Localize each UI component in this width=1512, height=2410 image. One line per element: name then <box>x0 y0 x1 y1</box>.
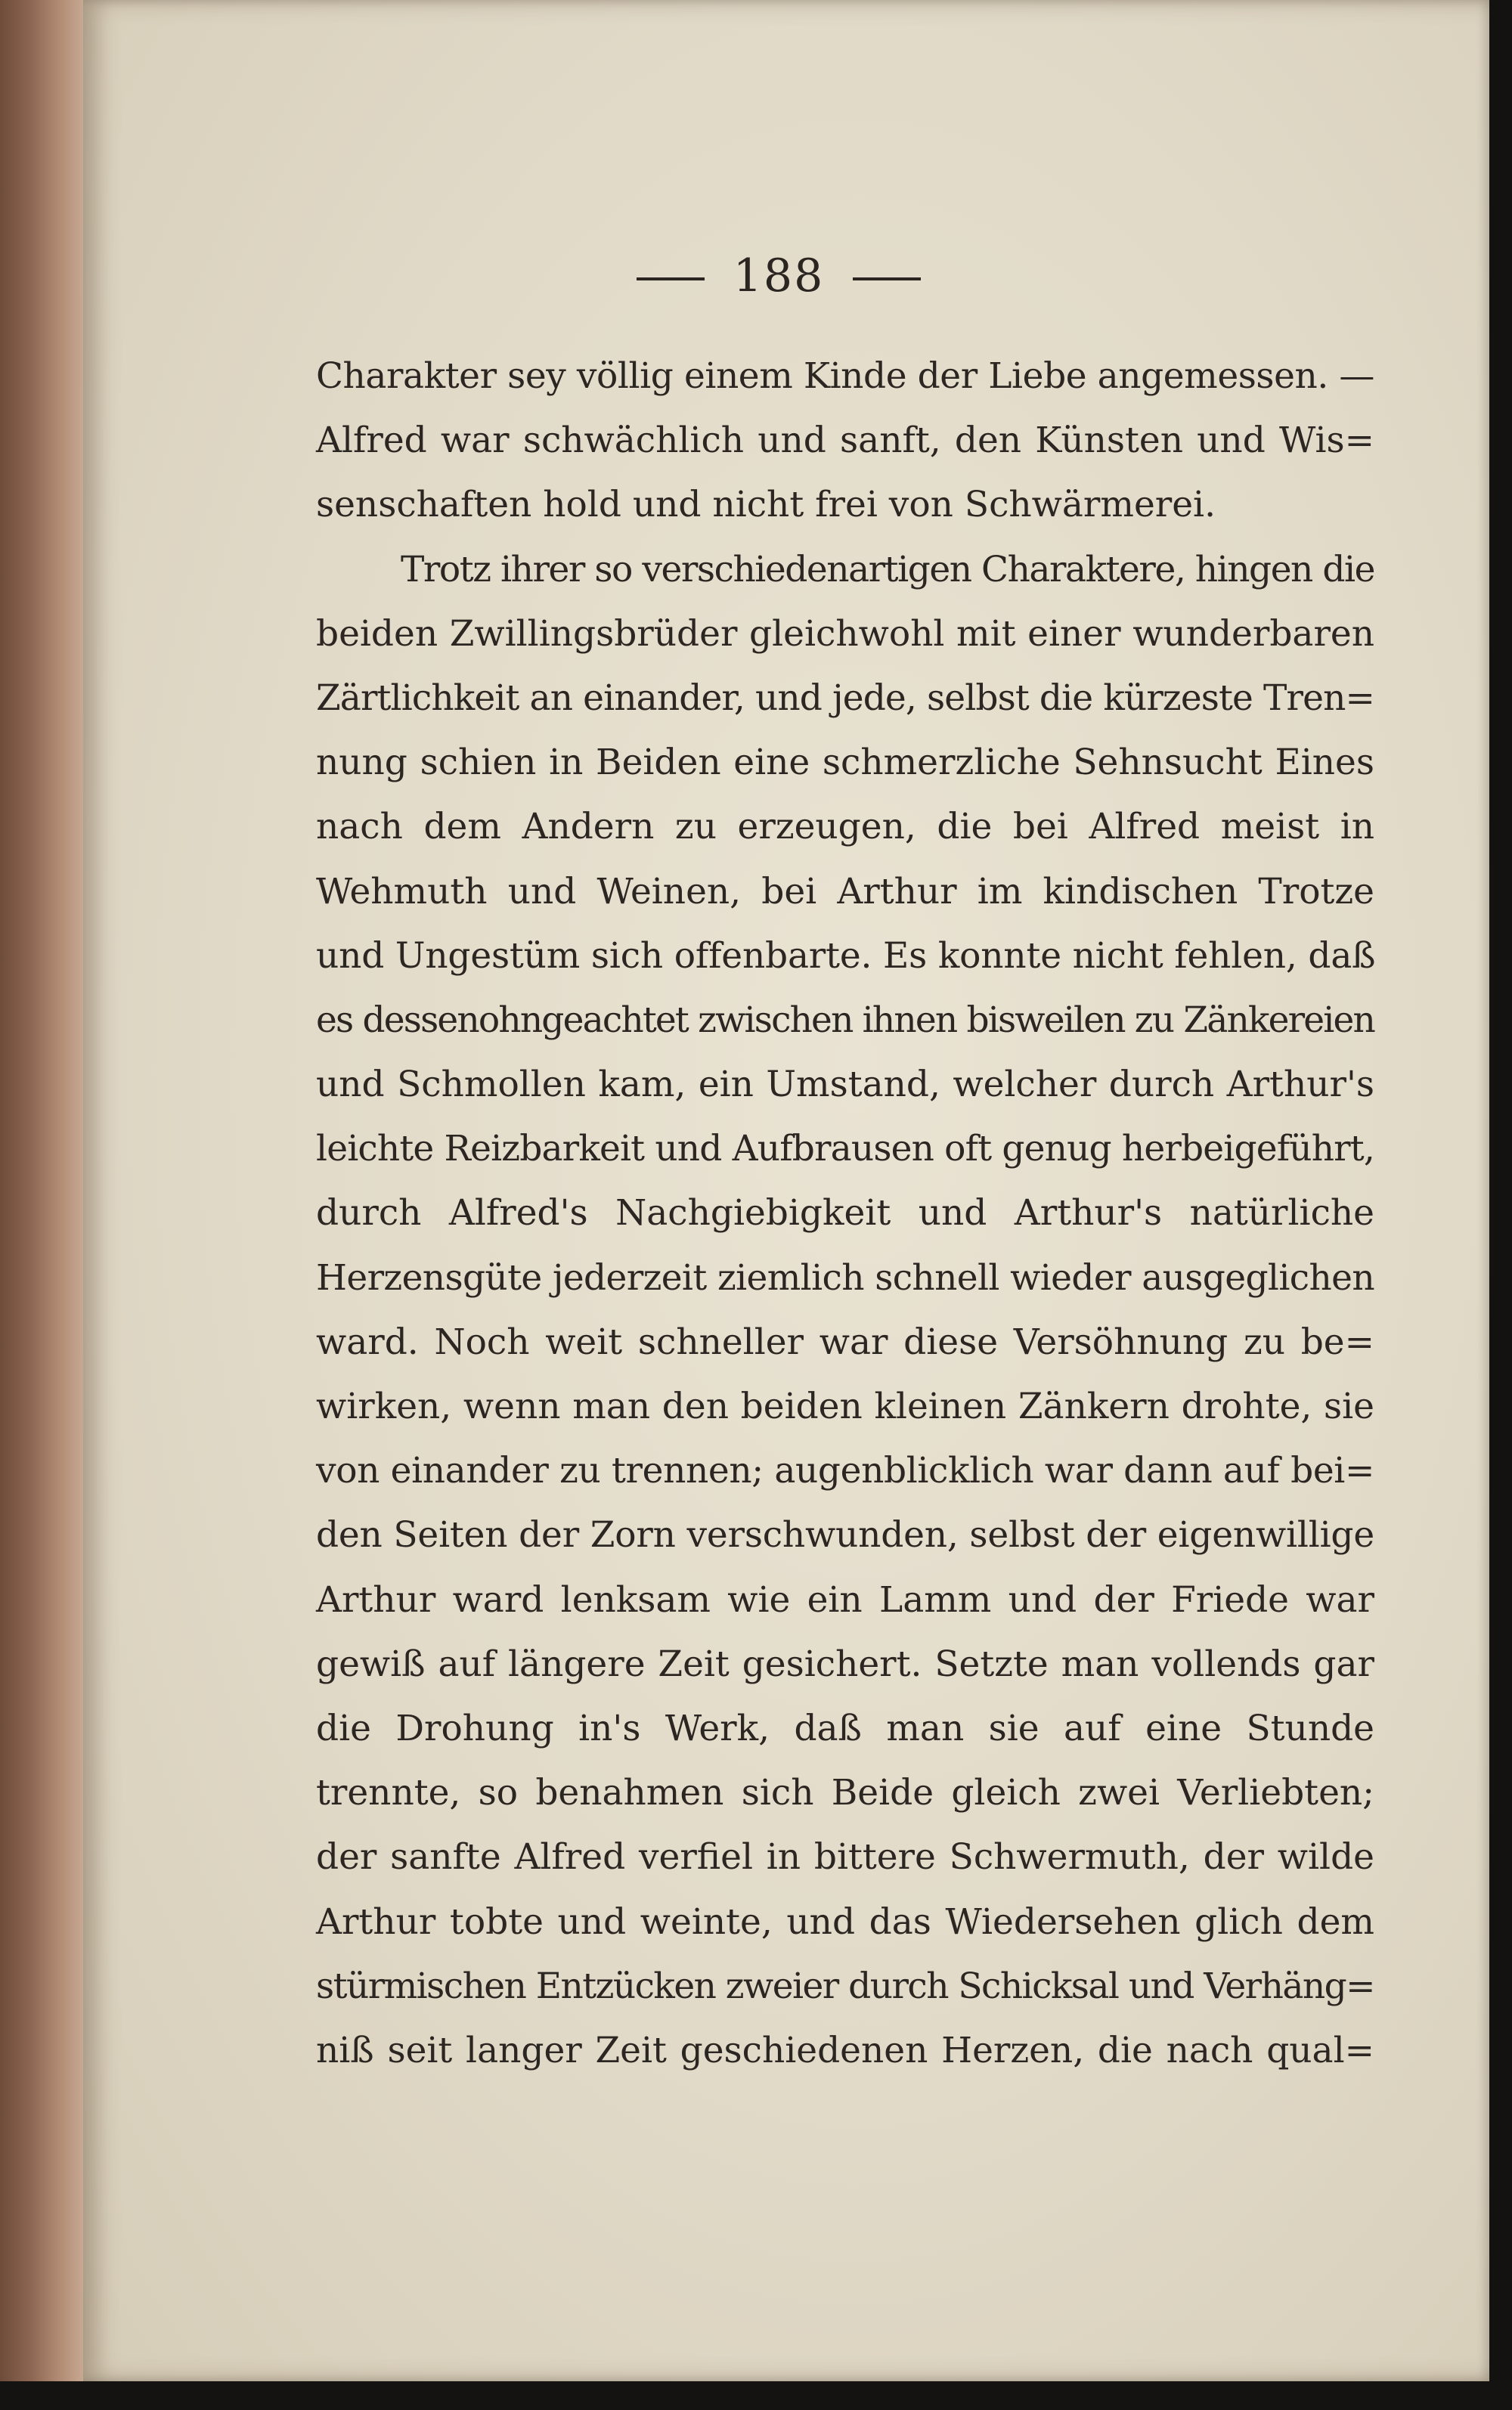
text-line: nach dem Andern zu erzeugen, die bei Alfred meist in <box>316 806 1374 848</box>
header-dash-left <box>637 277 705 280</box>
text-line: Charakter sey völlig einem Kinde der Liebe angemessen. — <box>316 355 1374 397</box>
text-line: Zärtlichkeit an einander, und jede, selbst die kürzeste Tren= <box>316 677 1374 719</box>
text-line: Herzensgüte jederzeit ziemlich schnell wieder ausgeglichen <box>316 1256 1374 1299</box>
text-line: nung schien in Beiden eine schmerzliche Sehnsucht Eines <box>316 742 1374 784</box>
text-line: ward. Noch weit schneller war diese Versöhnung zu be= <box>316 1321 1374 1363</box>
text-line: Alfred war schwächlich und sanft, den Künsten und Wis= <box>316 420 1374 462</box>
book-binding-edge <box>0 0 83 2410</box>
text-line: niß seit langer Zeit geschiedenen Herzen, die nach qual= <box>316 2029 1374 2071</box>
text-line: die Drohung in's Werk, daß man sie auf eine Stunde <box>316 1707 1374 1749</box>
text-line: der sanfte Alfred verfiel in bittere Schwermuth, der wilde <box>316 1836 1374 1879</box>
text-line: trennte, so benahmen sich Beide gleich zwei Verliebten; <box>316 1772 1374 1814</box>
scan-right-margin <box>1489 0 1512 2410</box>
body-text <box>316 344 1374 2083</box>
text-line: gewiß auf längere Zeit gesichert. Setzte man vollends gar <box>316 1643 1374 1685</box>
text-line: von einander zu trennen; augenblicklich war dann auf bei= <box>316 1450 1374 1492</box>
text-line: Trotz ihrer so verschiedenartigen Charaktere, hingen die <box>401 548 1374 590</box>
text-line: wirken, wenn man den beiden kleinen Zänkern drohte, sie <box>316 1386 1374 1427</box>
header-dash-right <box>853 277 921 280</box>
text-line: und Ungestüm sich offenbarte. Es konnte nicht fehlen, daß <box>316 934 1376 977</box>
page-number: 188 <box>733 249 825 302</box>
text-line: durch Alfred's Nachgiebigkeit und Arthur's natürliche <box>316 1192 1374 1234</box>
text-line: leichte Reizbarkeit und Aufbrausen oft genug herbeigeführt, <box>316 1128 1374 1170</box>
text-line: den Seiten der Zorn verschwunden, selbst der eigenwillige <box>316 1514 1374 1557</box>
text-line: stürmischen Entzücken zweier durch Schicksal und Verhäng= <box>316 1965 1374 2007</box>
text-line: und Schmollen kam, ein Umstand, welcher durch Arthur's <box>316 1064 1374 1106</box>
page-header <box>227 249 1331 302</box>
text-line: senschaften hold und nicht frei von Schwärmerei. <box>316 484 1216 526</box>
scan-bottom-margin <box>0 2381 1512 2410</box>
text-line: es dessenohngeachtet zwischen ihnen bisweilen zu Zänkereien <box>316 999 1374 1041</box>
text-line: Arthur tobte und weinte, und das Wiedersehen glich dem <box>316 1900 1374 1943</box>
text-line: beiden Zwillingsbrüder gleichwohl mit einer wunderbaren <box>316 612 1374 655</box>
text-line: Arthur ward lenksam wie ein Lamm und der Friede war <box>316 1578 1374 1621</box>
text-line: Wehmuth und Weinen, bei Arthur im kindischen Trotze <box>316 870 1374 912</box>
